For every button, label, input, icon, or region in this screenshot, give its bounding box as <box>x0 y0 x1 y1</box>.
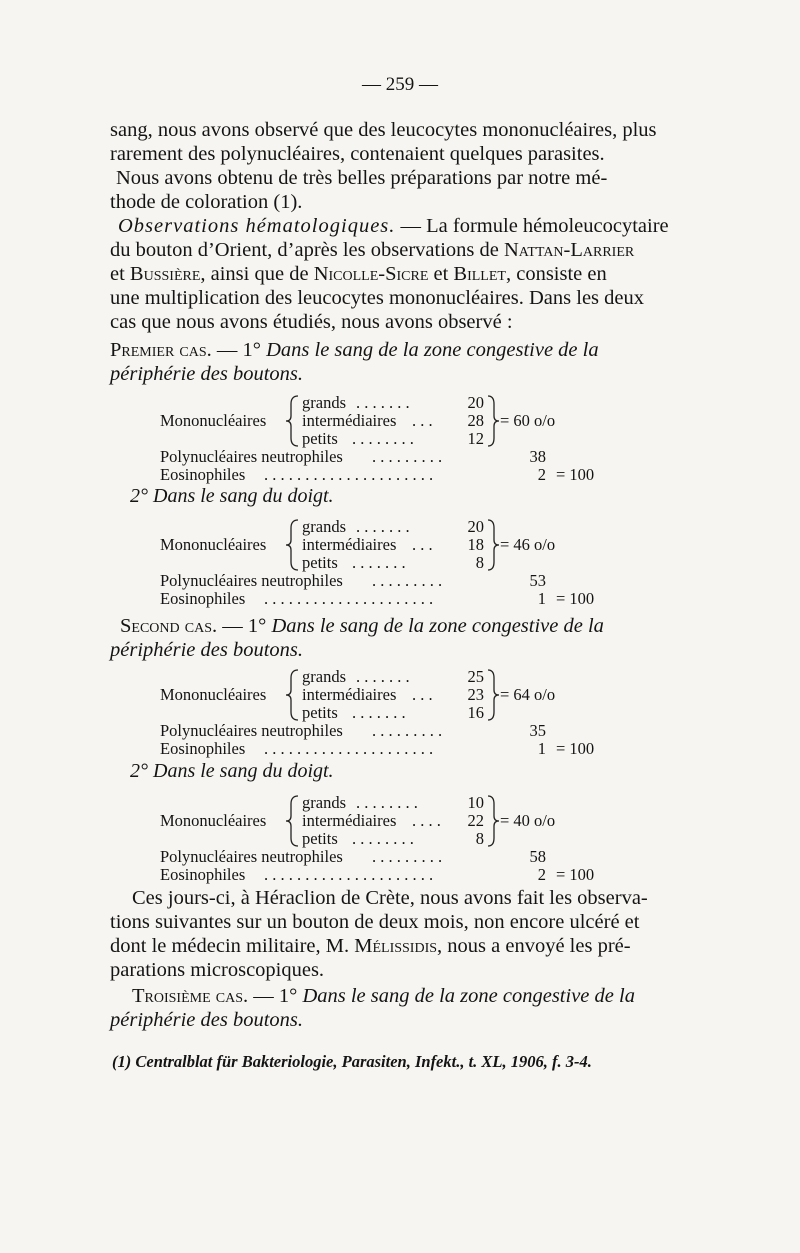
case-label: Troisième cas. <box>132 985 249 1007</box>
value-poly: 53 <box>529 571 546 590</box>
text-line: Ces jours-ci, à Héraclion de Crète, nous avons fait les observa- <box>132 887 648 909</box>
value-petits: 8 <box>475 553 484 572</box>
mono-total: = 64 o/o <box>500 685 556 704</box>
text-line: rarement des polynucléaires, contenaient quelques parasites. <box>110 143 605 165</box>
text-fragment: et <box>428 263 454 285</box>
text-line: parations microscopiques. <box>110 959 325 981</box>
left-brace <box>284 668 300 722</box>
label-mono: Mononucléaires <box>160 811 267 830</box>
label-eos: Eosinophiles <box>160 589 246 608</box>
case-1-heading <box>110 338 688 386</box>
label-inter: intermédiaires <box>302 811 397 830</box>
left-brace <box>284 518 300 572</box>
text-fragment: — 1° <box>217 615 272 637</box>
text-line: Nous avons obtenu de très belles préparations par notre mé- <box>116 167 608 189</box>
label-grands: grands <box>302 517 346 536</box>
eos-total: = 100 <box>556 865 595 884</box>
text-fragment: , nous a envoyé les pré- <box>437 935 631 957</box>
value-poly: 35 <box>529 721 546 740</box>
label-poly: Polynucléaires neutrophiles <box>160 847 343 866</box>
author-name: Bussière <box>129 263 201 285</box>
mono-total: = 60 o/o <box>500 411 556 430</box>
text-fragment: , ainsi que de <box>200 263 314 285</box>
text-fragment: et <box>110 263 130 285</box>
author-name: Nicolle-Sicre <box>313 263 429 285</box>
case-title: Dans le sang de la zone congestive de la <box>266 339 599 361</box>
text-line: sang, nous avons observé que des leucocytes mononucléaires, plus <box>110 119 657 141</box>
formula-table-2: grands . . . . . . . 20 Mononucléaires intermédiaires . . . 18 = 46 o/o petits . . . . . . . 8 Polynucléaires neutrophiles . . . . . . . . . 53 Eosinophiles . . . . . . . . . . . . . . . . . . . . . 1 = 100 <box>160 517 595 608</box>
mono-total: = 40 o/o <box>500 811 556 830</box>
case-title: Dans le sang de la zone congestive de la <box>271 615 604 637</box>
label-inter: intermédiaires <box>302 535 397 554</box>
case-2-heading <box>110 614 688 662</box>
label-petits: petits <box>302 429 338 448</box>
label-petits: petits <box>302 829 338 848</box>
text-line: tions suivantes sur un bouton de deux mois, non encore ulcéré et <box>110 911 640 933</box>
text-fragment: du bouton d’Orient, d’après les observations de <box>110 239 504 261</box>
value-petits: 8 <box>475 829 484 848</box>
text-line: thode de coloration (1). <box>110 191 303 213</box>
case-label: Premier cas. <box>110 339 212 361</box>
section-heading: Observations hématologiques. <box>118 215 396 237</box>
text-line: une multiplication des leucocytes mononucléaires. Dans les deux <box>110 287 644 309</box>
label-mono: Mononucléaires <box>160 411 267 430</box>
sub-heading <box>130 485 334 508</box>
value-inter: 18 <box>467 535 484 554</box>
label-inter: intermédiaires <box>302 685 397 704</box>
paragraph-1 <box>110 118 688 214</box>
case-3-heading <box>110 984 688 1032</box>
value-poly: 58 <box>529 847 546 866</box>
right-brace <box>486 668 500 722</box>
right-brace <box>486 518 500 572</box>
label-mono: Mononucléaires <box>160 685 267 704</box>
author-name: Nattan-Larrier <box>503 239 635 261</box>
label-eos: Eosinophiles <box>160 739 246 758</box>
formula-table-3: grands . . . . . . . 25 Mononucléaires intermédiaires . . . 23 = 64 o/o petits . . . . . . . 16 Polynucléaires neutrophiles . . . . . . . . . 35 Eosinophiles . . . . . . . . . . . . . . . . . . . . . 1 = 100 <box>160 667 595 758</box>
left-brace <box>284 394 300 448</box>
value-inter: 23 <box>467 685 484 704</box>
mono-total: = 46 o/o <box>500 535 556 554</box>
footnote-text: (1) Centralblat für Bakteriologie, Parasiten, Infekt., t. XL, 1906, f. 3-4. <box>112 1052 592 1071</box>
label-poly: Polynucléaires neutrophiles <box>160 721 343 740</box>
text-line: cas que nous avons étudiés, nous avons observé : <box>110 311 513 333</box>
case-title-cont: périphérie des boutons. <box>110 1009 304 1031</box>
text-fragment: dont le médecin militaire, M. <box>110 935 355 957</box>
paragraph-3 <box>110 886 688 982</box>
case-title-cont: périphérie des boutons. <box>110 639 304 661</box>
label-petits: petits <box>302 553 338 572</box>
label-grands: grands <box>302 393 346 412</box>
eos-total: = 100 <box>556 739 595 758</box>
value-petits: 16 <box>467 703 484 722</box>
value-inter: 28 <box>467 411 484 430</box>
formula-table-1: grands . . . . . . . 20 Mononucléaires intermédiaires . . . 28 = 60 o/o petits . . . . . . . . 12 Polynucléaires neutrophiles . . . . . . . . . 38 Eosinophiles . . . . . . . . . . . . . . . . . . . . . 2 = 100 <box>160 393 595 484</box>
label-mono: Mononucléaires <box>160 535 267 554</box>
value-grands: 10 <box>467 793 484 812</box>
case-title-cont: périphérie des boutons. <box>110 363 304 385</box>
case-label: Second cas. <box>120 615 218 637</box>
value-eos: 1 <box>537 739 546 758</box>
value-grands: 20 <box>467 393 484 412</box>
text-fragment: , consiste en <box>505 263 607 285</box>
case-title: Dans le sang de la zone congestive de la <box>302 985 635 1007</box>
value-eos: 2 <box>537 865 546 884</box>
author-name: Billet <box>453 263 506 285</box>
sub-heading <box>130 760 334 783</box>
text-fragment: — 1° <box>248 985 303 1007</box>
text-fragment: — 1° <box>211 339 267 361</box>
eos-total: = 100 <box>556 589 595 608</box>
label-poly: Polynucléaires neutrophiles <box>160 447 343 466</box>
value-inter: 22 <box>467 811 484 830</box>
label-grands: grands <box>302 793 346 812</box>
right-brace <box>486 794 500 848</box>
label-inter: intermédiaires <box>302 411 397 430</box>
value-eos: 1 <box>537 589 546 608</box>
label-eos: Eosinophiles <box>160 865 246 884</box>
eos-total: = 100 <box>556 465 595 484</box>
label-poly: Polynucléaires neutrophiles <box>160 571 343 590</box>
formula-table-4: grands . . . . . . . . 10 Mononucléaires intermédiaires . . . . 22 = 40 o/o petits . . . . . . . . 8 Polynucléaires neutrophiles . . . . . . . . . 58 Eosinophiles . . . . . . . . . . . . . . . . . . . . . 2 = 100 <box>160 793 595 884</box>
right-brace <box>486 394 500 448</box>
value-poly: 38 <box>529 447 546 466</box>
value-grands: 20 <box>467 517 484 536</box>
footnote <box>112 1052 592 1072</box>
paragraph-2 <box>110 214 688 334</box>
author-name: Mélissidis <box>354 935 438 957</box>
page-number: — 259 — <box>362 74 438 95</box>
value-grands: 25 <box>467 667 484 686</box>
sub-heading-text: 2° Dans le sang du doigt. <box>130 485 334 507</box>
left-brace <box>284 794 300 848</box>
label-eos: Eosinophiles <box>160 465 246 484</box>
text-fragment: — La formule hémoleucocytaire <box>395 215 669 237</box>
value-eos: 2 <box>537 465 546 484</box>
sub-heading-text: 2° Dans le sang du doigt. <box>130 760 334 782</box>
value-petits: 12 <box>467 429 484 448</box>
label-grands: grands <box>302 667 346 686</box>
label-petits: petits <box>302 703 338 722</box>
